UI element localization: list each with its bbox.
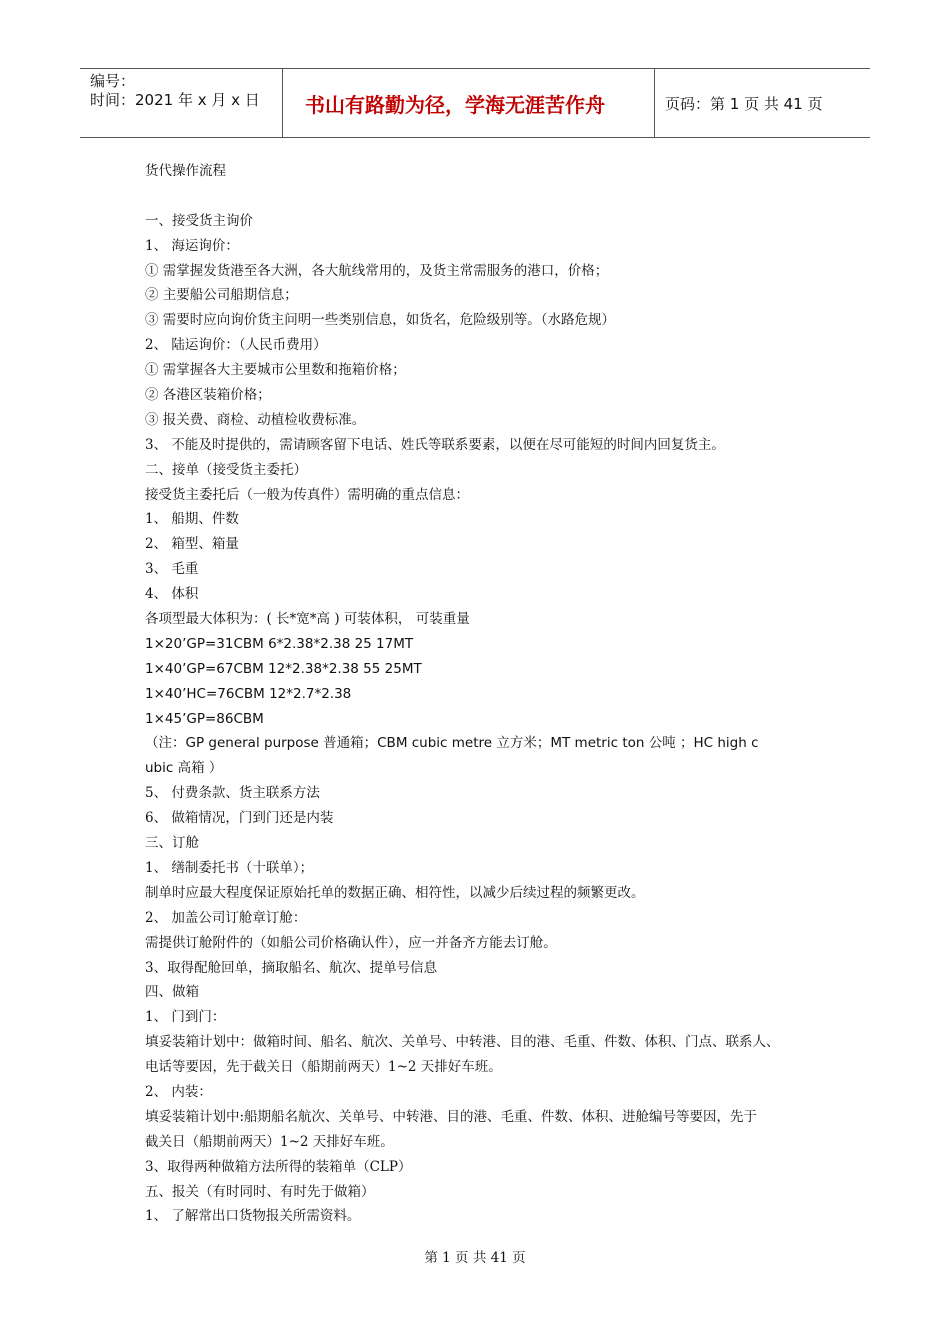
text-line: 4、 体积 <box>145 586 199 603</box>
text-line: 1、 门到门： <box>145 1009 226 1026</box>
text-line: 截关日（船期前两天）1~2 天排好车班。 <box>145 1133 394 1150</box>
text-line: 填妥装箱计划中:船期船名航次、关单号、中转港、目的港、毛重、件数、体积、进舱编号等要因，先于 <box>145 1108 758 1125</box>
text-line: 2、 陆运询价：（人民币费用） <box>145 337 327 354</box>
text-line: ② 主要船公司船期信息； <box>145 287 298 304</box>
document-title: 货代操作流程 <box>145 163 226 179</box>
text-line: 3、 不能及时提供的，需请顾客留下电话、姓氏等联系要素，以便在尽可能短的时间内回复货主。 <box>145 436 725 453</box>
text-line: 五、报关（有时同时、有时先于做箱） <box>145 1183 375 1200</box>
text-line: （注：GP general purpose 普通箱；CBM cubic metre 立方米；MT metric ton 公吨 ；HC high c <box>145 735 759 752</box>
text-line: 3、 毛重 <box>145 561 199 578</box>
text-line: 各项型最大体积为：( 长*宽*高 ) 可装体积， 可装重量 <box>145 611 470 628</box>
text-line: 1×40’GP=67CBM 12*2.38*2.38 55 25MT <box>145 660 422 677</box>
text-line: 接受货主委托后（一般为传真件）需明确的重点信息： <box>145 486 469 503</box>
text-line: 6、 做箱情况，门到门还是内装 <box>145 810 334 827</box>
time-label: 时间：2021 年 x 月 x 日 <box>90 91 260 109</box>
text-line: 3、取得配舱回单，摘取船名、航次、提单号信息 <box>145 959 438 976</box>
text-line: 1×45’GP=86CBM <box>145 710 264 727</box>
page-header <box>80 68 870 138</box>
text-line: ubic 高箱 ） <box>145 760 223 777</box>
text-line: 一、接受货主询价 <box>145 212 253 229</box>
document-body <box>145 159 825 1229</box>
text-line: ③ 报关费、商检、动植检收费标准。 <box>145 411 366 428</box>
text-line: 1×40’HC=76CBM 12*2.7*2.38 <box>145 685 352 702</box>
text-line: 二、接单（接受货主委托） <box>145 461 307 478</box>
text-line: 填妥装箱计划中：做箱时间、船名、航次、关单号、中转港、目的港、毛重、件数、体积、门点、联系人、 <box>145 1034 780 1051</box>
text-line: 3、取得两种做箱方法所得的装箱单（CLP） <box>145 1158 412 1175</box>
text-line: 5、 付费条款、货主联系方法 <box>145 785 320 802</box>
text-line: 四、做箱 <box>145 984 199 1001</box>
text-line: 1、 船期、件数 <box>145 511 239 528</box>
text-line: 三、订舱 <box>145 835 199 852</box>
header-page-info: 页码：第 1 页 共 41 页 <box>665 94 823 113</box>
text-line: 1、 海运询价： <box>145 237 239 254</box>
text-line: 1、 了解常出口货物报关所需资料。 <box>145 1208 361 1225</box>
text-line: 电话等要因，先于截关日（船期前两天）1~2 天排好车班。 <box>145 1059 502 1076</box>
page-footer: 第 1 页 共 41 页 <box>424 1250 526 1266</box>
text-line: 2、 箱型、箱量 <box>145 536 239 553</box>
number-label: 编号： <box>90 72 136 90</box>
text-line: 1、 缮制委托书（十联单）； <box>145 859 314 876</box>
text-line: ② 各港区装箱价格； <box>145 387 271 404</box>
text-line: ① 需掌握发货港至各大洲，各大航线常用的，及货主常需服务的港口，价格； <box>145 262 609 279</box>
spacer <box>145 184 825 209</box>
text-line: 需提供订舱附件的（如船公司价格确认件），应一并备齐方能去订舱。 <box>145 934 557 951</box>
text-line: ① 需掌握各大主要城市公里数和拖箱价格； <box>145 362 406 379</box>
text-line: 1×20’GP=31CBM 6*2.38*2.38 25 17MT <box>145 635 414 652</box>
text-line: 制单时应最大程度保证原始托单的数据正确、相符性，以减少后续过程的频繁更改。 <box>145 884 645 901</box>
text-line: ③ 需要时应向询价货主问明一些类别信息，如货名，危险级别等。（水路危规） <box>145 312 616 329</box>
header-meta <box>80 69 283 137</box>
header-motto: 书山有路勤为径，学海无涯苦作舟 <box>283 69 655 137</box>
text-line: 2、 内装： <box>145 1083 212 1100</box>
text-line: 2、 加盖公司订舱章订舱： <box>145 909 307 926</box>
